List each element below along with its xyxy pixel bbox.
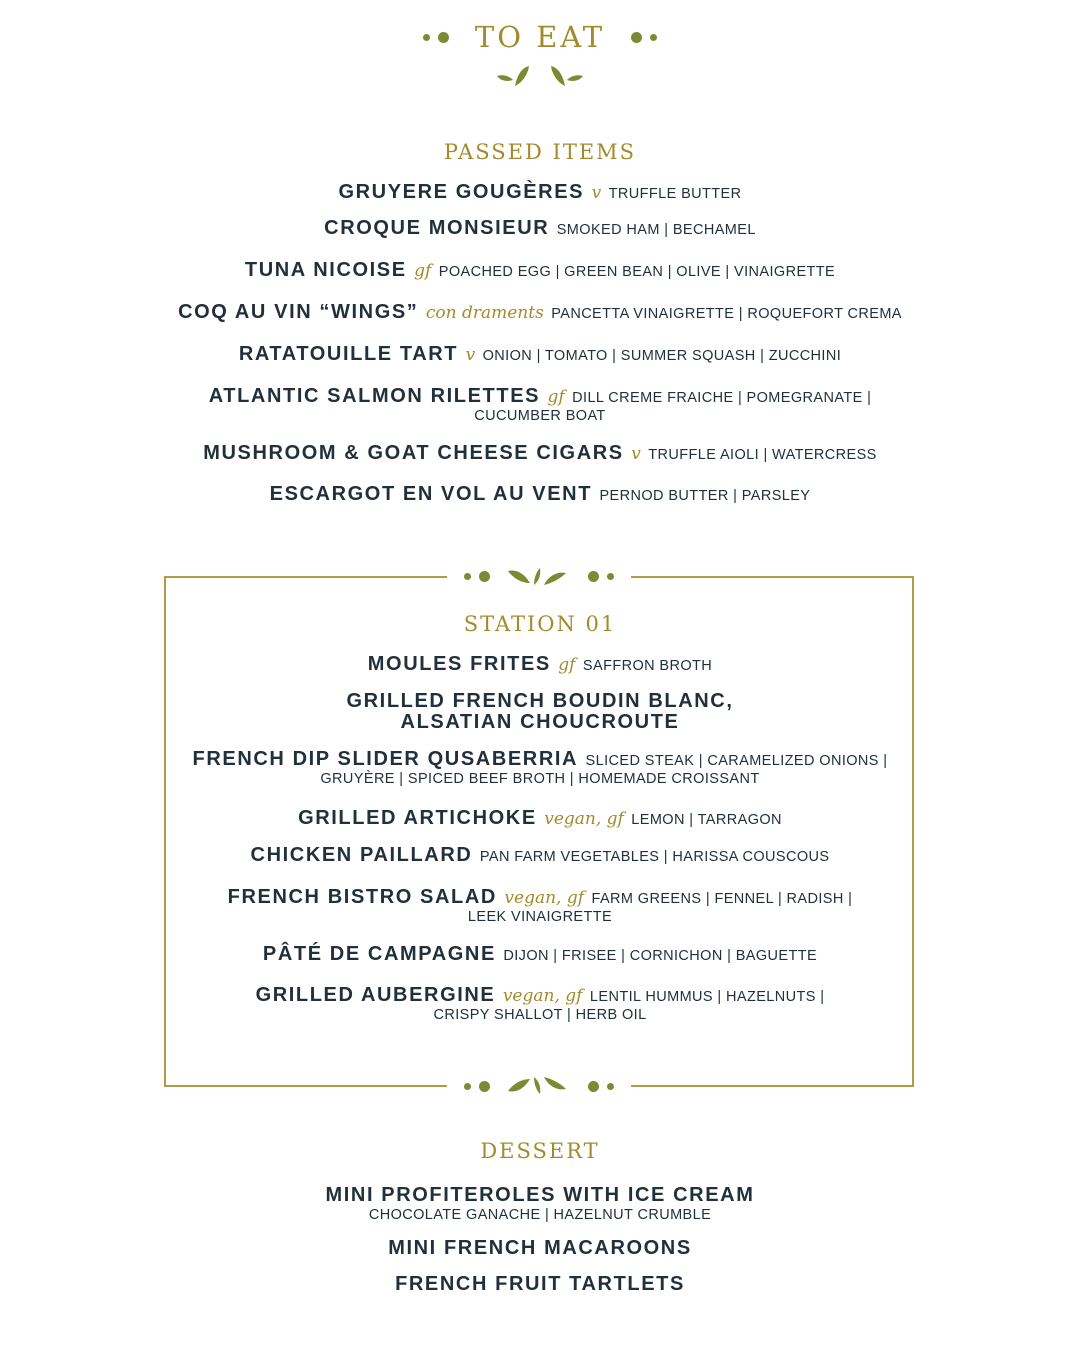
menu-item: [0, 1274, 1080, 1295]
item-description: LENTIL HUMMUS | HAZELNUTS |: [589, 989, 825, 1006]
dots-icon: [588, 571, 614, 582]
item-name: GRILLED FRENCH BOUDIN BLANC,: [346, 690, 734, 712]
menu-item: [0, 386, 1080, 424]
item-name: COQ AU VIN “WINGS”: [178, 301, 419, 323]
dots-icon: [588, 1081, 614, 1092]
item-description: PAN FARM VEGETABLES | HARISSA COUSCOUS: [479, 849, 830, 866]
item-description: CHOCOLATE GANACHE | HAZELNUT CRUMBLE: [368, 1207, 712, 1223]
item-description: LEMON | TARRAGON: [631, 812, 782, 829]
menu-item: [0, 654, 1080, 675]
item-name: CHICKEN PAILLARD: [250, 844, 473, 867]
item-description: SMOKED HAM | BECHAMEL: [556, 222, 756, 238]
item-description: FARM GREENS | FENNEL | RADISH |: [591, 891, 853, 908]
item-description: POACHED EGG | GREEN BEAN | OLIVE | VINAIGRETTE: [438, 264, 836, 280]
diet-tag: gf: [558, 655, 576, 675]
item-description: PERNOD BUTTER | PARSLEY: [599, 488, 811, 505]
item-name: GRUYERE GOUGÈRES: [338, 181, 585, 203]
diet-tag: v: [631, 444, 641, 465]
station-top-ornament: [447, 564, 631, 588]
item-name: MUSHROOM & GOAT CHEESE CIGARS: [203, 442, 624, 465]
item-name: FRENCH DIP SLIDER QUSABERRIA: [192, 748, 579, 770]
section-title-passed: PASSED ITEMS: [443, 140, 637, 164]
item-name: GRILLED ARTICHOKE: [298, 807, 537, 830]
menu-item: [0, 985, 1080, 1023]
item-description: SLICED STEAK | CARAMELIZED ONIONS |: [585, 753, 888, 769]
item-description: PANCETTA VINAIGRETTE | ROQUEFORT CREMA: [551, 306, 902, 322]
item-description-line-2: CRISPY SHALLOT | HERB OIL: [433, 1007, 647, 1024]
item-description: TRUFFLE AIOLI | WATERCRESS: [648, 447, 877, 464]
station-section: [0, 612, 1080, 1024]
menu-item: [0, 260, 1080, 281]
menu-item: [0, 484, 1080, 505]
leaf-ornament: [0, 62, 1080, 90]
item-description: DILL CREME FRAICHE | POMEGRANATE |: [572, 390, 872, 406]
item-name: PÂTÉ DE CAMPAGNE: [262, 943, 496, 966]
dessert-section: [0, 1139, 1080, 1295]
item-description: DIJON | FRISEE | CORNICHON | BAGUETTE: [503, 948, 818, 965]
item-description: TRUFFLE BUTTER: [608, 186, 742, 202]
menu-item: [0, 1185, 1080, 1223]
leaf-flourish-icon: [504, 565, 574, 587]
title-row: [0, 20, 1080, 54]
item-name: MOULES FRITES: [367, 653, 551, 675]
dots-icon: [464, 571, 490, 582]
diet-tag: con draments: [425, 303, 544, 323]
diet-tag: vegan, gf: [504, 888, 585, 909]
menu-item: [0, 808, 1080, 829]
passed-items-section: [0, 140, 1080, 505]
item-name-line-2: ALSATIAN CHOUCROUTE: [400, 711, 680, 733]
menu-item: [0, 944, 1080, 965]
item-name: CROQUE MONSIEUR: [324, 217, 550, 239]
left-dots-ornament: [423, 32, 449, 43]
item-name: FRENCH BISTRO SALAD: [227, 886, 497, 909]
diet-tag: gf: [414, 261, 432, 281]
item-name: TUNA NICOISE: [244, 259, 407, 281]
menu-item: [0, 443, 1080, 464]
item-name: ATLANTIC SALMON RILETTES: [208, 385, 541, 407]
item-description-line-2: GRUYÈRE | SPICED BEEF BROTH | HOMEMADE CROISSANT: [320, 771, 760, 787]
section-title-station: STATION 01: [463, 612, 617, 636]
menu-item: [0, 344, 1080, 365]
page-header: [0, 20, 1080, 90]
item-name: MINI PROFITEROLES WITH ICE CREAM: [325, 1184, 755, 1206]
diet-tag: gf: [547, 387, 565, 407]
menu-item: [0, 218, 1080, 239]
leaf-flourish-icon: [504, 1075, 574, 1097]
diet-tag: v: [591, 183, 602, 203]
left-leaf-icon: [493, 62, 533, 90]
right-leaf-icon: [547, 62, 587, 90]
diet-tag: vegan, gf: [502, 986, 583, 1007]
menu-item: [0, 845, 1080, 866]
menu-item: [0, 182, 1080, 203]
dots-icon: [464, 1081, 490, 1092]
right-dots-ornament: [631, 32, 657, 43]
item-description-line-2: LEEK VINAIGRETTE: [467, 909, 613, 926]
item-name: RATATOUILLE TART: [238, 343, 459, 365]
item-description: ONION | TOMATO | SUMMER SQUASH | ZUCCHINI: [482, 348, 842, 364]
item-name: ESCARGOT EN VOL AU VENT: [269, 483, 593, 506]
item-name: MINI FRENCH MACAROONS: [388, 1237, 692, 1260]
menu-item: [0, 1238, 1080, 1259]
item-name: GRILLED AUBERGINE: [255, 984, 496, 1007]
menu-item: [0, 302, 1080, 323]
item-description-line-2: CUCUMBER BOAT: [474, 408, 606, 424]
station-bottom-ornament: [447, 1074, 631, 1098]
diet-tag: vegan, gf: [544, 809, 624, 830]
menu-item: [0, 887, 1080, 925]
menu-item: [0, 691, 1080, 733]
diet-tag: v: [465, 345, 476, 365]
page-title: TO EAT: [474, 20, 606, 54]
section-title-dessert: DESSERT: [480, 1139, 600, 1163]
item-name: FRENCH FRUIT TARTLETS: [395, 1273, 685, 1296]
item-description: SAFFRON BROTH: [582, 658, 713, 674]
menu-item: [0, 749, 1080, 787]
